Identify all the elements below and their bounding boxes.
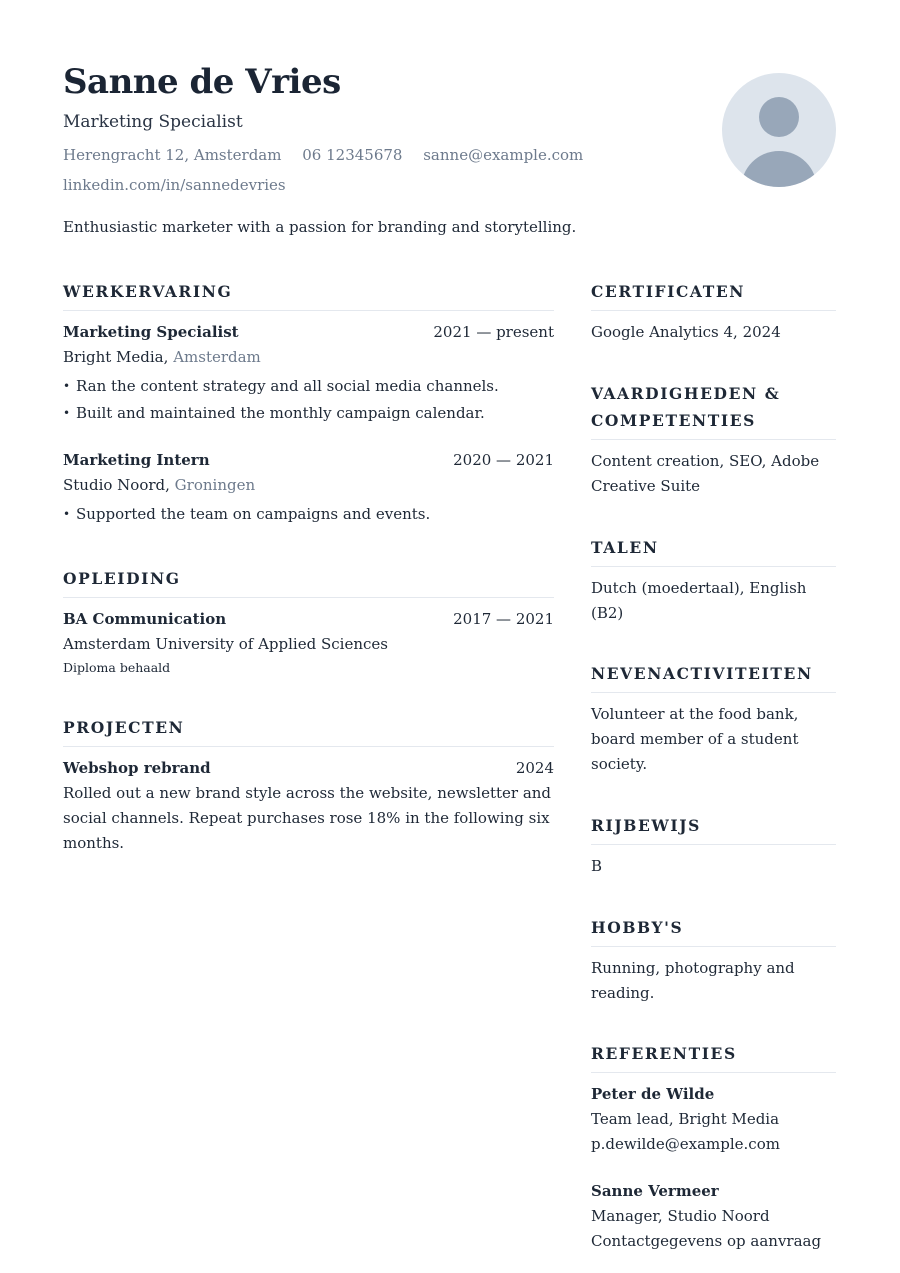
side-activities-section <box>591 660 836 777</box>
experience-dates: 2020 — 2021 <box>453 451 554 469</box>
section-divider <box>591 844 836 845</box>
skills-text-line: Content creation, SEO, Adobe <box>591 452 820 470</box>
section-divider <box>591 310 836 311</box>
section-divider <box>591 1072 836 1073</box>
section-title-license: RIJBEWIJS <box>591 816 701 835</box>
section-title-references: REFERENTIES <box>591 1044 737 1063</box>
education-note: Diploma behaald <box>63 660 171 675</box>
section-title-skills-line2: COMPETENTIES <box>591 411 756 430</box>
experience-item <box>63 320 554 427</box>
education-section <box>63 565 554 678</box>
candidate-name: Sanne de Vries <box>63 62 341 102</box>
linkedin-link[interactable]: linkedin.com/in/sannedevries <box>63 176 286 194</box>
references-section <box>591 1040 836 1254</box>
experience-company-line <box>63 345 554 370</box>
section-divider <box>591 566 836 567</box>
section-title-languages: TALEN <box>591 538 659 557</box>
bullet-item: • Built and maintained the monthly campaign calendar. <box>63 400 554 427</box>
experience-dates: 2021 — present <box>433 323 554 341</box>
contact-line <box>63 146 599 164</box>
profile-summary: Enthusiastic marketer with a passion for branding and storytelling. <box>63 218 577 236</box>
reference-name: Sanne Vermeer <box>591 1182 719 1200</box>
reference-name: Peter de Wilde <box>591 1085 715 1103</box>
license-section <box>591 812 836 879</box>
experience-city: Amsterdam <box>173 348 261 366</box>
section-divider <box>63 597 554 598</box>
reference-contact: Contactgegevens op aanvraag <box>591 1232 822 1250</box>
address: Herengracht 12, Amsterdam <box>63 146 282 164</box>
experience-section <box>63 278 554 528</box>
skills-text-line: Creative Suite <box>591 477 701 495</box>
project-description-line: Rolled out a new brand style across the website, newsletter and <box>63 784 552 802</box>
experience-role: Marketing Specialist <box>63 323 239 341</box>
education-degree: BA Communication <box>63 610 227 628</box>
section-divider <box>591 439 836 440</box>
experience-role: Marketing Intern <box>63 451 210 469</box>
section-title-certificates: CERTIFICATEN <box>591 282 746 301</box>
experience-bullets <box>63 501 554 528</box>
project-description-line: social channels. Repeat purchases rose 18% in the following six <box>63 809 550 827</box>
reference-contact[interactable]: p.dewilde@example.com <box>591 1135 780 1153</box>
job-title: Marketing Specialist <box>63 112 243 132</box>
languages-text-line: Dutch (moedertaal), English <box>591 579 807 597</box>
side-activities-text-line: board member of a student <box>591 730 799 748</box>
hobbies-section <box>591 914 836 1006</box>
side-activities-text-line: society. <box>591 755 648 773</box>
education-dates: 2017 — 2021 <box>453 610 554 628</box>
section-title-projects: PROJECTEN <box>63 718 185 737</box>
bullet-item: • Supported the team on campaigns and events. <box>63 501 554 528</box>
section-title-skills: VAARDIGHEDEN & <box>591 384 781 403</box>
section-divider <box>591 946 836 947</box>
experience-city: Groningen <box>174 476 256 494</box>
education-school: Amsterdam University of Applied Sciences <box>63 635 388 653</box>
hobbies-text-line: reading. <box>591 984 655 1002</box>
side-activities-text-line: Volunteer at the food bank, <box>591 705 799 723</box>
section-title-hobbies: HOBBY'S <box>591 918 684 937</box>
reference-item <box>591 1082 836 1157</box>
phone: 06 12345678 <box>302 146 403 164</box>
experience-bullets <box>63 373 554 427</box>
project-name: Webshop rebrand <box>63 759 211 777</box>
experience-item <box>63 448 554 528</box>
section-title-education: OPLEIDING <box>63 569 181 588</box>
section-title-experience: WERKERVARING <box>63 282 233 301</box>
avatar-placeholder-icon <box>722 73 836 187</box>
skills-section <box>591 380 836 499</box>
bullet-item: • Ran the content strategy and all social media channels. <box>63 373 554 400</box>
projects-section <box>63 714 554 856</box>
section-divider <box>63 746 554 747</box>
project-year: 2024 <box>515 759 554 777</box>
certificates-section <box>591 278 836 345</box>
reference-role: Team lead, Bright Media <box>591 1110 780 1128</box>
project-description-line: months. <box>63 834 125 852</box>
section-title-side-activities: NEVENACTIVITEITEN <box>591 664 813 683</box>
reference-role: Manager, Studio Noord <box>591 1207 770 1225</box>
license-value: B <box>591 857 603 875</box>
section-divider <box>63 310 554 311</box>
avatar-head-shape <box>759 97 799 137</box>
certificate-item: Google Analytics 4, 2024 <box>591 323 781 341</box>
languages-text-line: (B2) <box>591 604 624 622</box>
experience-company: Studio Noord, <box>63 476 170 494</box>
section-divider <box>591 692 836 693</box>
languages-section <box>591 534 836 626</box>
experience-company: Bright Media, <box>63 348 169 366</box>
email[interactable]: sanne@example.com <box>423 146 584 164</box>
avatar-body-shape <box>741 151 817 187</box>
experience-company-line <box>63 473 554 498</box>
hobbies-text-line: Running, photography and <box>591 959 795 977</box>
reference-item <box>591 1179 836 1254</box>
